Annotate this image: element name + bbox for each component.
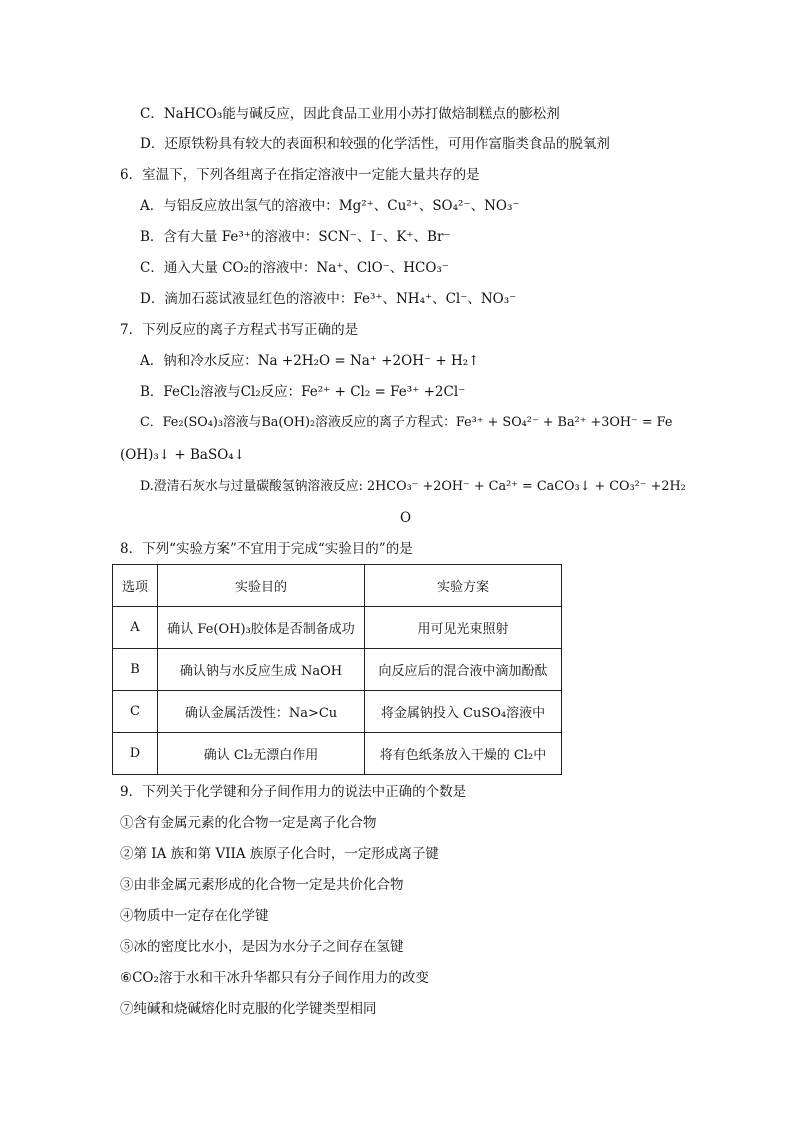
table-cell: A: [113, 607, 158, 649]
q6-option-d: D．滴加石蕊试液显红色的溶液中：Fe³⁺、NH₄⁺、Cl⁻、NO₃⁻: [140, 291, 517, 307]
q6-option-b: B．含有大量 Fe³⁺的溶液中：SCN⁻、I⁻、K⁺、Br⁻: [140, 229, 451, 245]
q7-stem: 7．下列反应的离子方程式书写正确的是: [120, 322, 359, 338]
table-row: [113, 733, 562, 775]
q9-item-2: ②第 IA 族和第 VIIA 族原子化合时，一定形成离子键: [120, 846, 439, 862]
table-cell: 确认 Fe(OH)₃胶体是否制备成功: [158, 607, 365, 649]
table-cell: 确认钠与水反应生成 NaOH: [158, 649, 365, 691]
q5-option-d: D．还原铁粉具有较大的表面积和较强的化学活性，可用作富脂类食品的脱氧剂: [140, 136, 610, 152]
q8-stem: 8．下列“实验方案”不宜用于完成“实验目的”的是: [120, 541, 413, 557]
table-cell: D: [113, 733, 158, 775]
q7-option-d-line1: D.澄清石灰水与过量碳酸氢钠溶液反应: 2HCO₃⁻ +2OH⁻ + Ca²⁺ = CaCO₃↓ + CO₃²⁻ +2H₂: [140, 479, 686, 494]
q7-option-c-line2: (OH)₃↓ + BaSO₄↓: [120, 447, 246, 463]
q5-option-c: C．NaHCO₃能与碱反应，因此食品工业用小苏打做焙制糕点的膨松剂: [140, 106, 560, 122]
q9-item-1: ①含有金属元素的化合物一定是离子化合物: [120, 815, 377, 831]
table-cell: 用可见光束照射: [365, 607, 562, 649]
q9-stem: 9．下列关于化学键和分子间作用力的说法中正确的个数是: [120, 784, 467, 800]
q9-item-7: ⑦纯碱和烧碱熔化时克服的化学键类型相同: [120, 1001, 377, 1017]
q6-option-c: C．通入大量 CO₂的溶液中：Na⁺、ClO⁻、HCO₃⁻: [140, 260, 449, 276]
table-cell: 确认 Cl₂无漂白作用: [158, 733, 365, 775]
q7-option-d-line2: O: [400, 510, 412, 526]
table-cell: B: [113, 649, 158, 691]
table-cell: C: [113, 691, 158, 733]
q7-option-b: B．FeCl₂溶液与Cl₂反应：Fe²⁺ + Cl₂ = Fe³⁺ +2Cl⁻: [140, 384, 466, 400]
table-header-cell: 实验目的: [158, 565, 365, 607]
table-cell: 向反应后的混合液中滴加酚酞: [365, 649, 562, 691]
q7-option-c-line1: C．Fe₂(SO₄)₃溶液与Ba(OH)₂溶液反应的离子方程式：Fe³⁺ + SO₄²⁻ + Ba²⁺ +3OH⁻ = Fe: [140, 415, 673, 430]
q9-item-4: ④物质中一定存在化学键: [120, 908, 269, 924]
q8-experiment-table: [112, 564, 562, 775]
q9-item-5: ⑤冰的密度比水小，是因为水分子之间存在氢键: [120, 939, 404, 955]
table-header-row: [113, 565, 562, 607]
table-row: [113, 691, 562, 733]
q6-option-a: A．与铝反应放出氢气的溶液中：Mg²⁺、Cu²⁺、SO₄²⁻、NO₃⁻: [140, 198, 520, 214]
table-cell: 确认金属活泼性：Na>Cu: [158, 691, 365, 733]
q9-item-6: ⑥CO₂溶于水和干冰升华都只有分子间作用力的改变: [120, 970, 429, 986]
table-row: [113, 607, 562, 649]
table-cell: 将金属钠投入 CuSO₄溶液中: [365, 691, 562, 733]
q7-option-a: A．钠和冷水反应：Na +2H₂O = Na⁺ +2OH⁻ + H₂↑: [140, 353, 480, 369]
table-header-cell: 选项: [113, 565, 158, 607]
q9-item-3: ③由非金属元素形成的化合物一定是共价化合物: [120, 877, 404, 893]
q6-stem: 6．室温下，下列各组离子在指定溶液中一定能大量共存的是: [120, 167, 480, 183]
table-row: [113, 649, 562, 691]
table-cell: 将有色纸条放入干燥的 Cl₂中: [365, 733, 562, 775]
table-header-cell: 实验方案: [365, 565, 562, 607]
